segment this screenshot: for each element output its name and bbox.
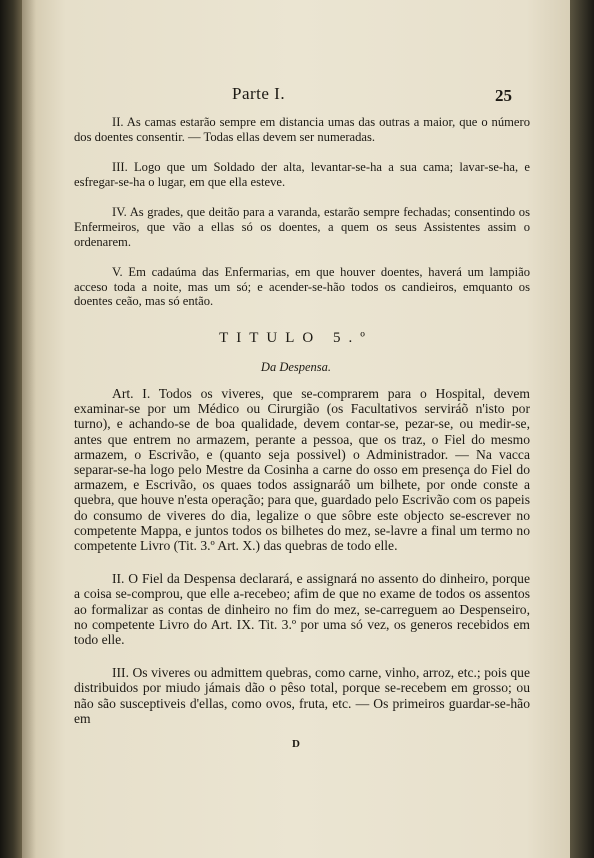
page-header	[22, 80, 570, 104]
book-page	[22, 0, 570, 858]
paragraph: V. Em cadaúma das Enfermarias, em que houver doentes, haverá um lampião acceso toda a noite, mas um só; e acender-se-hão todos os candieiros, emquanto os doentes ceão, mas só então.	[74, 265, 530, 309]
running-head: Parte I.	[232, 84, 286, 103]
paragraph: IV. As grades, que deitão para a varanda, estarão sempre fechadas; consentindo os Enfermeiros, que vão a ellas só os doentes, a quem os seus Assistentes assim o ordenarem.	[74, 205, 530, 249]
paragraph: Art. I. Todos os viveres, que se-comprarem para o Hospital, devem examinar-se por um Médico ou Cirurgião (os Facultativos serviráõ n'isto por turno), e achando-se de boa qualidade, devem contar-se, pezar-se, ou medir-se, antes que entrem no armazem, perante a pessoa, que os traz, o Fiel do mesmo armazem, o Escrivão, e (quanto seja possivel) o Administrador. — Na vacca separar-se-ha logo pelo Mestre da Cosinha a carne do osso em presença do Fiel do armazem, e Escrivão, os quaes todos assignaráõ um bilhete, por onde conste a quebra, que houve n'esta operação; para que, guardado pelo Escrivão com os papeis do consumo de viveres do dia, legalize o que sôbre este objecto se-escrever no competente Mappa, e juntos todos os bilhetes do mez, se-lavre a final um termo no competente Livro (Tit. 3.º Art. X.) das quebras de todo elle.	[74, 386, 530, 554]
signature-mark: D	[292, 738, 300, 750]
binding-gutter	[0, 0, 22, 858]
paragraph: II. O Fiel da Despensa declarará, e assignará no assento do dinheiro, porque a coisa se-comprou, que elle a-recebeo; afim de que no exame de todos os assentos ao formalizar as contas de dinheiro no fim do mez, se-carreguem ao Despenseiro, no competente Livro do Art. IX. Tit. 3.º por uma só vez, os generos recebidos em todo elle.	[74, 571, 530, 648]
text-block-upper	[74, 115, 530, 325]
text-block-lower	[74, 386, 530, 744]
paragraph: III. Logo que um Soldado der alta, levantar-se-ha a sua cama; lavar-se-ha, e esfregar-se-ha o lugar, em que ella esteve.	[74, 160, 530, 189]
paragraph: II. As camas estarão sempre em distancia umas das outras a maior, que o número dos doentes consentir. — Todas ellas devem ser numeradas.	[74, 115, 530, 144]
paragraph: III. Os viveres ou admittem quebras, como carne, vinho, arroz, etc.; pois que distribuidos por miudo jámais dão o pêso total, porque se-recebem em grosso; ou não são susceptiveis d'ellas, como ovos, fruta, etc. — Os primeiros guardar-se-hão em	[74, 665, 530, 726]
page-fold-shadow	[22, 0, 36, 858]
page-number: 25	[495, 86, 512, 105]
section-title: TITULO 5.º	[219, 330, 373, 346]
section-subtitle: Da Despensa.	[260, 360, 332, 374]
page-edge	[570, 0, 594, 858]
